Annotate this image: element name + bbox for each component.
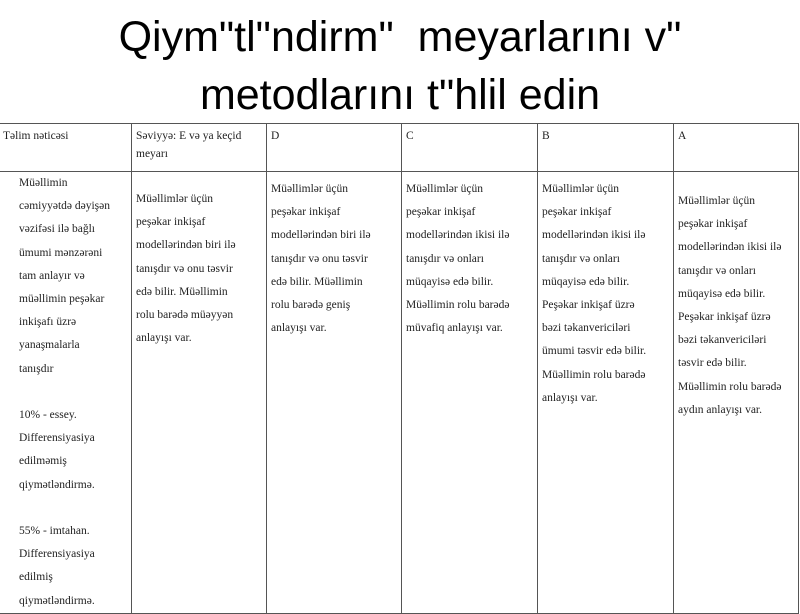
cell-text-line: rolu barədə müəyyən <box>136 309 234 322</box>
cell-text-line: Differensiyasiya <box>19 548 95 561</box>
cell-text-line: edə bilir. Müəllimin <box>136 285 228 298</box>
cell-text-line: təsvir edə bilir. <box>678 357 747 370</box>
cell-text-line: bəzi təkanvericiləri <box>678 334 767 347</box>
cell-text-line: tanışdır və onu təsvir <box>136 262 233 275</box>
cell-text-line: vəzifəsi ilə bağlı <box>19 223 95 236</box>
cell-text-line: Peşəkar inkişaf üzrə <box>542 299 635 312</box>
cell-text-line: qiymətləndirmə. <box>19 594 95 607</box>
slide-title-line-2: metodlarını tʺhlil edin <box>199 71 601 119</box>
table-row <box>0 172 799 614</box>
cell-text-line: 10% - essey. <box>19 409 77 422</box>
cell-text-line: qiymətləndirmə. <box>19 478 95 491</box>
cell-text-line: modellərindən ikisi ilə <box>406 229 510 242</box>
cell-text-line: modellərindən ikisi ilə <box>542 229 646 242</box>
cell-text-line: peşəkar inkişaf <box>136 216 206 229</box>
cell-level-a <box>674 172 799 614</box>
cell-text-line: müəllimin peşəkar <box>19 293 105 306</box>
cell-text-line: anlayışı var. <box>271 322 327 335</box>
cell-text-line: yanaşmalarla <box>19 339 80 352</box>
cell-text-line: müvafiq anlayışı var. <box>406 322 503 335</box>
cell-text-line: Müəllimin rolu barədə <box>406 299 510 312</box>
cell-text-line: anlayışı var. <box>136 332 192 345</box>
cell-text-line: tanışdır və onları <box>678 264 756 277</box>
cell-text-line: Peşəkar inkişaf üzrə <box>678 311 771 324</box>
table-header-row <box>0 124 799 172</box>
cell-text-line: tam anlayır və <box>19 269 85 282</box>
cell-level-c <box>402 172 538 614</box>
cell-text-line: ümumi təsvir edə bilir. <box>542 345 647 358</box>
header-level-a: A <box>674 124 799 172</box>
cell-text-line: peşəkar inkişaf <box>678 218 748 231</box>
header-level-d: D <box>267 124 402 172</box>
cell-text-line: rolu barədə geniş <box>271 299 351 312</box>
cell-text-line: bəzi təkanvericiləri <box>542 322 631 335</box>
cell-text-line: Differensiyasiya <box>19 432 95 445</box>
cell-text-line: Müəllimin rolu barədə <box>542 368 646 381</box>
header-learning-outcome: Təlim nəticəsi <box>0 124 132 172</box>
cell-text-line: tanışdır və onları <box>542 252 620 265</box>
cell-text-line: Müəllimlər üçün <box>406 183 483 195</box>
cell-text-line: tanışdır və onu təsvir <box>271 252 368 265</box>
cell-text-line: anlayışı var. <box>542 391 598 404</box>
rubric-table <box>0 123 799 614</box>
cell-text-line: modellərindən biri ilə <box>136 239 236 252</box>
cell-text-line: peşəkar inkişaf <box>271 206 341 219</box>
cell-text-line: cəmiyyətdə dəyişən <box>19 200 111 213</box>
cell-text-line: modellərindən ikisi ilə <box>678 241 782 254</box>
header-level-b: B <box>538 124 674 172</box>
cell-text-line: müqayisə edə bilir. <box>406 275 494 288</box>
cell-text-line: tanışdır <box>19 362 54 375</box>
cell-text-line: ümumi mənzərəni <box>19 246 103 259</box>
cell-text-line: Müəllimlər üçün <box>271 183 348 195</box>
slide-title-line-1: Qiymʺtlʺndirmʺ meyarlarını vʺ <box>118 13 682 61</box>
cell-learning-outcome <box>0 172 132 614</box>
cell-text-line: edilməmiş <box>19 455 67 468</box>
cell-text-line: inkişafı üzrə <box>19 316 77 329</box>
cell-text-line: peşəkar inkişaf <box>406 206 476 219</box>
cell-text-line: 55% - imtahan. <box>19 525 90 538</box>
cell-text-line <box>19 497 127 520</box>
cell-text-line: Müəllimin rolu barədə <box>678 380 782 393</box>
cell-text-line: edə bilir. Müəllimin <box>271 275 363 288</box>
slide-title <box>0 8 800 124</box>
cell-level-b <box>538 172 674 614</box>
cell-text-line: edilmiş <box>19 571 53 584</box>
cell-text-line: modellərindən biri ilə <box>271 229 371 242</box>
cell-text-line: müqayisə edə bilir. <box>678 287 766 300</box>
header-level-e: Səviyyə: E və ya keçid meyarı <box>132 124 267 172</box>
cell-text-line: aydın anlayışı var. <box>678 403 762 416</box>
cell-text-line <box>19 381 127 404</box>
header-level-c: C <box>402 124 538 172</box>
cell-level-d <box>267 172 402 614</box>
cell-text-line: müqayisə edə bilir. <box>542 275 630 288</box>
cell-text-line: Müəllimin <box>19 177 68 189</box>
cell-text-line: Müəllimlər üçün <box>542 183 619 195</box>
cell-text-line: tanışdır və onları <box>406 252 484 265</box>
cell-text-line: Müəllimlər üçün <box>678 195 755 207</box>
cell-text-line: Müəllimlər üçün <box>136 193 213 205</box>
cell-level-e <box>132 172 267 614</box>
cell-text-line: peşəkar inkişaf <box>542 206 612 219</box>
